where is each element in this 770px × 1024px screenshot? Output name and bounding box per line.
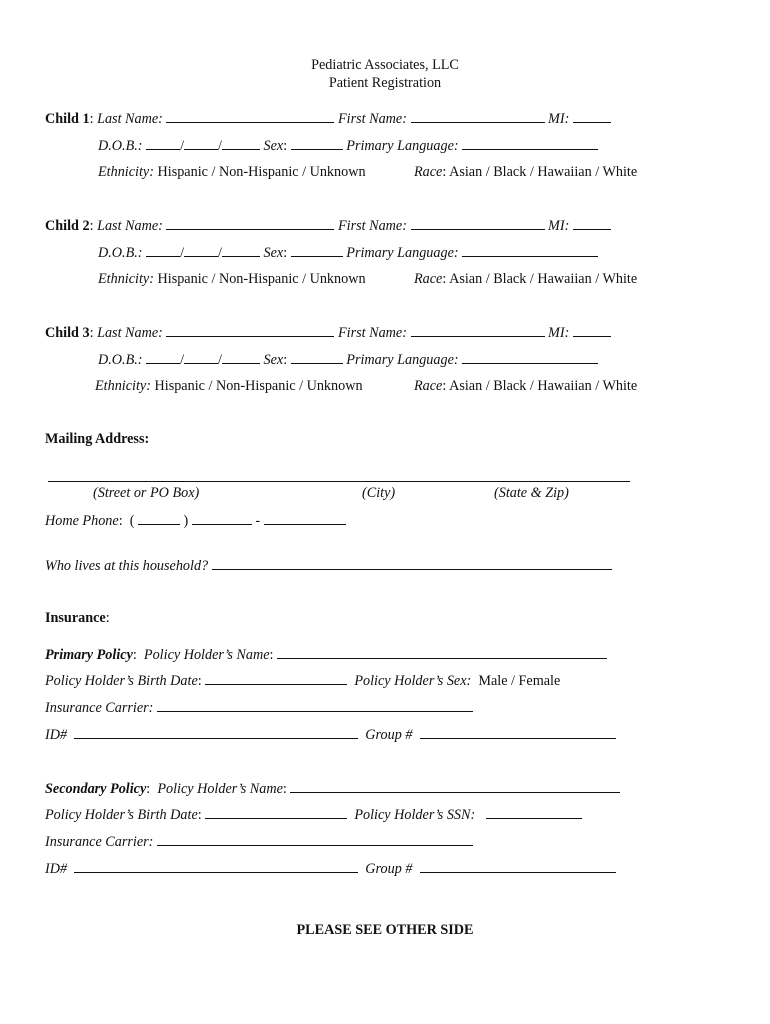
last-name-label: Last Name: <box>97 218 163 234</box>
group-field[interactable] <box>420 725 616 739</box>
child-3-name-row: Child 3: Last Name: First Name: MI: <box>45 323 611 342</box>
ethnicity-label: Ethnicity: <box>98 271 154 287</box>
secondary-policy-title: Secondary Policy <box>45 781 147 797</box>
ethnicity-options[interactable]: Hispanic / Non-Hispanic / Unknown <box>157 164 366 180</box>
child-1-race: Race: Asian / Black / Hawaiian / White <box>414 164 638 180</box>
race-options[interactable]: Asian / Black / Hawaiian / White <box>449 271 638 287</box>
primary-policy-title: Primary Policy <box>45 647 133 663</box>
secondary-id-row <box>45 859 616 878</box>
carrier-label: Insurance Carrier: <box>45 700 154 716</box>
primary-language-label: Primary Language: <box>346 352 459 368</box>
secondary-carrier-row <box>45 832 473 851</box>
race-options[interactable]: Asian / Black / Hawaiian / White <box>449 378 638 394</box>
primary-language-field[interactable] <box>462 350 598 364</box>
child-3-ethnicity <box>95 377 363 395</box>
holder-name-label: Policy Holder’s Name <box>157 781 283 797</box>
org-name: Pediatric Associates, LLC <box>311 57 459 73</box>
phone-line-field[interactable] <box>264 511 346 525</box>
first-name-field[interactable] <box>411 323 545 337</box>
mailing-address-title: Mailing Address: <box>45 431 150 447</box>
primary-birthdate-row: Policy Holder’s Birth Date: Policy Holder’s Sex: Male / Female <box>45 673 561 689</box>
phone-prefix-field[interactable] <box>192 511 252 525</box>
child-1-ethnicity <box>98 163 366 181</box>
mi-label: MI: <box>548 111 570 127</box>
primary-language-label: Primary Language: <box>346 245 459 261</box>
child-3-dob-row: D.O.B.: / / Sex: Primary Language: <box>98 350 598 369</box>
sex-label: Sex <box>263 352 284 368</box>
carrier-field[interactable] <box>157 698 473 712</box>
ethnicity-options[interactable]: Hispanic / Non-Hispanic / Unknown <box>157 271 366 287</box>
page-title: Patient Registration <box>328 75 442 91</box>
sex-field[interactable] <box>291 350 343 364</box>
holder-name-field[interactable] <box>290 779 620 793</box>
secondary-holder-row: Secondary Policy: Policy Holder’s Name: <box>45 779 620 798</box>
sex-label: Sex <box>263 138 284 154</box>
child-label: Child 2 <box>45 218 90 234</box>
home-phone-label: Home Phone <box>45 513 119 529</box>
group-label: Group # <box>365 727 413 743</box>
primary-id-row <box>45 725 616 744</box>
sex-label: Sex <box>263 245 284 261</box>
race-label: Race <box>414 271 443 287</box>
state-zip-caption: (State & Zip) <box>494 485 569 501</box>
race-options[interactable]: Asian / Black / Hawaiian / White <box>449 164 638 180</box>
id-label: ID# <box>45 861 68 877</box>
dob-day-field[interactable] <box>184 136 218 150</box>
dob-month-field[interactable] <box>146 136 180 150</box>
primary-language-field[interactable] <box>462 136 598 150</box>
child-2-name-row: Child 2: Last Name: First Name: MI: <box>45 216 611 235</box>
area-code-field[interactable] <box>138 511 180 525</box>
footer-note: PLEASE SEE OTHER SIDE <box>296 922 474 938</box>
child-3-race: Race: Asian / Black / Hawaiian / White <box>414 378 638 394</box>
city-caption: (City) <box>362 485 396 501</box>
child-1-name-row: Child 1: Last Name: First Name: MI: <box>45 109 611 128</box>
id-field[interactable] <box>74 725 358 739</box>
last-name-field[interactable] <box>166 323 334 337</box>
child-label: Child 1 <box>45 111 90 127</box>
last-name-field[interactable] <box>166 109 334 123</box>
dob-month-field[interactable] <box>146 350 180 364</box>
birth-date-label: Policy Holder’s Birth Date <box>45 807 198 823</box>
dob-year-field[interactable] <box>222 136 260 150</box>
holder-sex-options[interactable]: Male / Female <box>478 673 561 689</box>
street-caption: (Street or PO Box) <box>93 485 200 501</box>
last-name-label: Last Name: <box>97 325 163 341</box>
race-label: Race <box>414 378 443 394</box>
holder-name-field[interactable] <box>277 645 607 659</box>
id-field[interactable] <box>74 859 358 873</box>
group-label: Group # <box>365 861 413 877</box>
first-name-label: First Name: <box>337 325 407 341</box>
dob-month-field[interactable] <box>146 243 180 257</box>
household-row <box>45 556 612 575</box>
home-phone-row: Home Phone: ( ) - <box>45 511 346 530</box>
mi-field[interactable] <box>573 109 611 123</box>
mi-label: MI: <box>548 325 570 341</box>
secondary-birthdate-row: Policy Holder’s Birth Date: Policy Holder’s SSN: <box>45 805 582 824</box>
id-label: ID# <box>45 727 68 743</box>
insurance-title: Insurance <box>45 610 106 626</box>
household-field[interactable] <box>212 556 612 570</box>
child-2-race: Race: Asian / Black / Hawaiian / White <box>414 271 638 287</box>
holder-ssn-field[interactable] <box>486 805 582 819</box>
mi-label: MI: <box>548 218 570 234</box>
last-name-label: Last Name: <box>97 111 163 127</box>
dob-year-field[interactable] <box>222 350 260 364</box>
sex-field[interactable] <box>291 243 343 257</box>
primary-carrier-row <box>45 698 473 717</box>
dob-label: D.O.B.: <box>98 245 143 261</box>
child-2-dob-row: D.O.B.: / / Sex: Primary Language: <box>98 243 598 262</box>
carrier-label: Insurance Carrier: <box>45 834 154 850</box>
dob-label: D.O.B.: <box>98 138 143 154</box>
group-field[interactable] <box>420 859 616 873</box>
first-name-field[interactable] <box>411 109 545 123</box>
dob-day-field[interactable] <box>184 243 218 257</box>
primary-holder-row: Primary Policy: Policy Holder’s Name: <box>45 645 607 664</box>
primary-language-label: Primary Language: <box>346 138 459 154</box>
birth-date-field[interactable] <box>205 671 347 685</box>
dob-label: D.O.B.: <box>98 352 143 368</box>
insurance-title-row: Insurance: <box>45 610 110 626</box>
dob-year-field[interactable] <box>222 243 260 257</box>
holder-sex-label: Policy Holder’s Sex: <box>354 673 472 689</box>
holder-name-label: Policy Holder’s Name <box>143 647 270 663</box>
first-name-label: First Name: <box>337 218 407 234</box>
first-name-label: First Name: <box>337 111 407 127</box>
holder-ssn-label: Policy Holder’s SSN: <box>354 807 476 823</box>
mi-field[interactable] <box>573 323 611 337</box>
first-name-field[interactable] <box>411 216 545 230</box>
dob-day-field[interactable] <box>184 350 218 364</box>
child-label: Child 3 <box>45 325 90 341</box>
birth-date-field[interactable] <box>205 805 347 819</box>
mailing-address-field[interactable] <box>48 481 630 482</box>
child-2-ethnicity <box>98 270 366 288</box>
last-name-field[interactable] <box>166 216 334 230</box>
birth-date-label: Policy Holder’s Birth Date <box>45 673 198 689</box>
ethnicity-label: Ethnicity: <box>95 378 151 394</box>
primary-language-field[interactable] <box>462 243 598 257</box>
ethnicity-options[interactable]: Hispanic / Non-Hispanic / Unknown <box>154 378 363 394</box>
mi-field[interactable] <box>573 216 611 230</box>
sex-field[interactable] <box>291 136 343 150</box>
child-1-dob-row: D.O.B.: / / Sex: Primary Language: <box>98 136 598 155</box>
carrier-field[interactable] <box>157 832 473 846</box>
ethnicity-label: Ethnicity: <box>98 164 154 180</box>
race-label: Race <box>414 164 443 180</box>
household-label: Who lives at this household? <box>45 558 209 574</box>
